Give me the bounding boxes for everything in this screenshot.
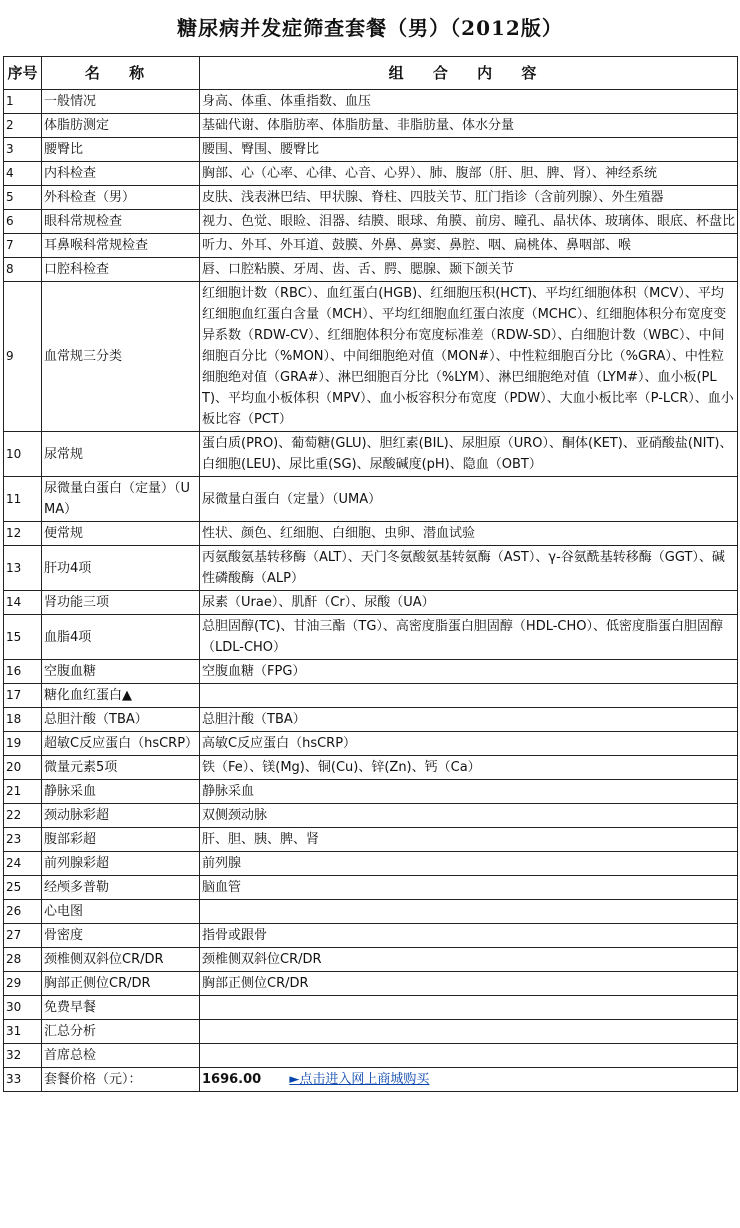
row-no: 19 <box>4 732 42 756</box>
row-no: 4 <box>4 162 42 186</box>
row-content: 基础代谢、体脂肪率、体脂肪量、非脂肪量、体水分量 <box>200 114 738 138</box>
row-content: 脑血管 <box>200 876 738 900</box>
row-content <box>200 900 738 924</box>
row-content <box>200 684 738 708</box>
table-row <box>4 591 738 615</box>
row-no: 23 <box>4 828 42 852</box>
row-content <box>200 996 738 1020</box>
row-name: 超敏C反应蛋白（hsCRP） <box>42 732 200 756</box>
price-row <box>4 1068 738 1092</box>
table-row <box>4 660 738 684</box>
row-content: 腰围、臀围、腰臀比 <box>200 138 738 162</box>
row-no: 6 <box>4 210 42 234</box>
table-row <box>4 90 738 114</box>
row-name: 糖化血红蛋白▲ <box>42 684 200 708</box>
row-no: 3 <box>4 138 42 162</box>
row-name: 血脂4项 <box>42 615 200 660</box>
row-name: 血常规三分类 <box>42 282 200 432</box>
row-content: 听力、外耳、外耳道、鼓膜、外鼻、鼻窦、鼻腔、咽、扁桃体、鼻咽部、喉 <box>200 234 738 258</box>
row-no: 16 <box>4 660 42 684</box>
row-name: 颈动脉彩超 <box>42 804 200 828</box>
row-name: 空腹血糖 <box>42 660 200 684</box>
row-no: 30 <box>4 996 42 1020</box>
table-row <box>4 996 738 1020</box>
row-no: 7 <box>4 234 42 258</box>
row-name: 静脉采血 <box>42 780 200 804</box>
row-no: 25 <box>4 876 42 900</box>
row-name: 颈椎侧双斜位CR/DR <box>42 948 200 972</box>
row-no: 20 <box>4 756 42 780</box>
row-no: 9 <box>4 282 42 432</box>
table-row <box>4 615 738 660</box>
row-no: 14 <box>4 591 42 615</box>
row-no: 31 <box>4 1020 42 1044</box>
table-row <box>4 282 738 432</box>
row-name: 免费早餐 <box>42 996 200 1020</box>
table-row <box>4 186 738 210</box>
row-content: 皮肤、浅表淋巴结、甲状腺、脊柱、四肢关节、肛门指诊（含前列腺）、外生殖器 <box>200 186 738 210</box>
row-no: 18 <box>4 708 42 732</box>
row-no: 24 <box>4 852 42 876</box>
table-row <box>4 948 738 972</box>
table-row <box>4 1020 738 1044</box>
table-row <box>4 852 738 876</box>
table-row <box>4 546 738 591</box>
table-row <box>4 756 738 780</box>
row-content: 尿微量白蛋白（定量）（UMA） <box>200 477 738 522</box>
row-content: 性状、颜色、红细胞、白细胞、虫卵、潜血试验 <box>200 522 738 546</box>
row-name: 内科检查 <box>42 162 200 186</box>
row-no: 33 <box>4 1068 42 1092</box>
row-content: 尿素（Urae）、肌酐（Cr）、尿酸（UA） <box>200 591 738 615</box>
row-content: 视力、色觉、眼睑、泪器、结膜、眼球、角膜、前房、瞳孔、晶状体、玻璃体、眼底、杯盘比 <box>200 210 738 234</box>
row-name: 一般情况 <box>42 90 200 114</box>
row-name: 腹部彩超 <box>42 828 200 852</box>
table-header-row <box>4 57 738 90</box>
row-name: 耳鼻喉科常规检查 <box>42 234 200 258</box>
row-content: 指骨或跟骨 <box>200 924 738 948</box>
row-content: 蛋白质(PRO)、葡萄糖(GLU)、胆红素(BIL)、尿胆原（URO）、酮体(KET)、亚硝酸盐(NIT)、白细胞(LEU)、尿比重(SG)、尿酸碱度(pH)、隐血（OBT） <box>200 432 738 477</box>
row-no: 32 <box>4 1044 42 1068</box>
price-value: 1696.00 <box>202 1072 262 1087</box>
price-label: 套餐价格（元）： <box>42 1068 200 1092</box>
row-content: 高敏C反应蛋白（hsCRP） <box>200 732 738 756</box>
row-name: 前列腺彩超 <box>42 852 200 876</box>
row-no: 28 <box>4 948 42 972</box>
row-content: 唇、口腔粘膜、牙周、齿、舌、腭、腮腺、颞下颌关节 <box>200 258 738 282</box>
row-name: 口腔科检查 <box>42 258 200 282</box>
table-row <box>4 258 738 282</box>
row-content: 前列腺 <box>200 852 738 876</box>
row-no: 15 <box>4 615 42 660</box>
table-row <box>4 972 738 996</box>
row-content: 双侧颈动脉 <box>200 804 738 828</box>
row-content: 总胆固醇(TC)、甘油三酯（TG）、高密度脂蛋白胆固醇（HDL-CHO）、低密度脂蛋白胆固醇（LDL-CHO） <box>200 615 738 660</box>
row-no: 2 <box>4 114 42 138</box>
row-no: 21 <box>4 780 42 804</box>
package-table <box>3 56 738 1092</box>
row-content: 丙氨酸氨基转移酶（ALT）、天门冬氨酸氨基转氨酶（AST）、γ-谷氨酰基转移酶（GGT）、碱性磷酸酶（ALP） <box>200 546 738 591</box>
row-name: 眼科常规检查 <box>42 210 200 234</box>
table-row <box>4 708 738 732</box>
row-name: 体脂肪测定 <box>42 114 200 138</box>
row-content: 总胆汁酸（TBA） <box>200 708 738 732</box>
table-row <box>4 522 738 546</box>
table-row <box>4 876 738 900</box>
row-no: 10 <box>4 432 42 477</box>
row-content <box>200 1020 738 1044</box>
row-content: 铁（Fe）、镁(Mg)、铜(Cu)、锌(Zn)、钙（Ca） <box>200 756 738 780</box>
row-content: 空腹血糖（FPG） <box>200 660 738 684</box>
row-no: 5 <box>4 186 42 210</box>
row-name: 腰臀比 <box>42 138 200 162</box>
row-no: 11 <box>4 477 42 522</box>
table-row <box>4 114 738 138</box>
table-row <box>4 210 738 234</box>
table-row <box>4 900 738 924</box>
header-no: 序号 <box>4 57 42 90</box>
row-name: 首席总检 <box>42 1044 200 1068</box>
row-content: 静脉采血 <box>200 780 738 804</box>
table-row <box>4 477 738 522</box>
row-name: 心电图 <box>42 900 200 924</box>
row-no: 27 <box>4 924 42 948</box>
row-name: 汇总分析 <box>42 1020 200 1044</box>
row-name: 肝功4项 <box>42 546 200 591</box>
row-name: 外科检查（男） <box>42 186 200 210</box>
row-content <box>200 1044 738 1068</box>
row-name: 微量元素5项 <box>42 756 200 780</box>
row-name: 总胆汁酸（TBA） <box>42 708 200 732</box>
header-name: 名 称 <box>42 57 200 90</box>
row-no: 26 <box>4 900 42 924</box>
table-body <box>4 90 738 1092</box>
row-name: 便常规 <box>42 522 200 546</box>
table-row <box>4 780 738 804</box>
row-content: 胸部、心（心率、心律、心音、心界）、肺、腹部（肝、胆、脾、肾）、神经系统 <box>200 162 738 186</box>
row-name: 肾功能三项 <box>42 591 200 615</box>
row-name: 经颅多普勒 <box>42 876 200 900</box>
page-title: 糖尿病并发症筛查套餐（男）（2012版） <box>177 16 563 40</box>
row-no: 8 <box>4 258 42 282</box>
table-row <box>4 432 738 477</box>
row-name: 胸部正侧位CR/DR <box>42 972 200 996</box>
row-content: 胸部正侧位CR/DR <box>200 972 738 996</box>
row-content: 肝、胆、胰、脾、肾 <box>200 828 738 852</box>
row-content: 颈椎侧双斜位CR/DR <box>200 948 738 972</box>
row-no: 17 <box>4 684 42 708</box>
table-row <box>4 924 738 948</box>
table-row <box>4 804 738 828</box>
row-no: 12 <box>4 522 42 546</box>
table-row <box>4 162 738 186</box>
row-name: 尿微量白蛋白（定量）（UMA） <box>42 477 200 522</box>
price-cell <box>200 1068 738 1092</box>
table-row <box>4 1044 738 1068</box>
row-content: 身高、体重、体重指数、血压 <box>200 90 738 114</box>
row-no: 22 <box>4 804 42 828</box>
row-name: 骨密度 <box>42 924 200 948</box>
row-name: 尿常规 <box>42 432 200 477</box>
table-row <box>4 234 738 258</box>
table-row <box>4 828 738 852</box>
row-no: 29 <box>4 972 42 996</box>
table-row <box>4 732 738 756</box>
row-no: 1 <box>4 90 42 114</box>
table-row <box>4 138 738 162</box>
row-no: 13 <box>4 546 42 591</box>
buy-online-link[interactable]: ►点击进入网上商城购买 <box>289 1072 430 1087</box>
table-row <box>4 684 738 708</box>
row-content: 红细胞计数（RBC）、血红蛋白(HGB)、红细胞压积(HCT)、平均红细胞体积（MCV）、平均红细胞血红蛋白含量（MCH）、平均红细胞血红蛋白浓度（MCHC）、红细胞体积分布宽度变异系数（RDW-CV）、红细胞体积分布宽度标准差（RDW-SD）、白细胞计数（WBC）、中间细胞百分比（%MON）、中间细胞绝对值（MON#）、中性粒细胞百分比（%GRA）、中性粒细胞绝对值（GRA#）、淋巴细胞百分比（%LYM）、淋巴细胞绝对值（LYM#）、血小板(PLT)、平均血小板体积（MPV）、血小板容积分布宽度（PDW）、大血小板比率（P-LCR）、血小板比容（PCT） <box>200 282 738 432</box>
header-content: 组 合 内 容 <box>200 57 738 90</box>
